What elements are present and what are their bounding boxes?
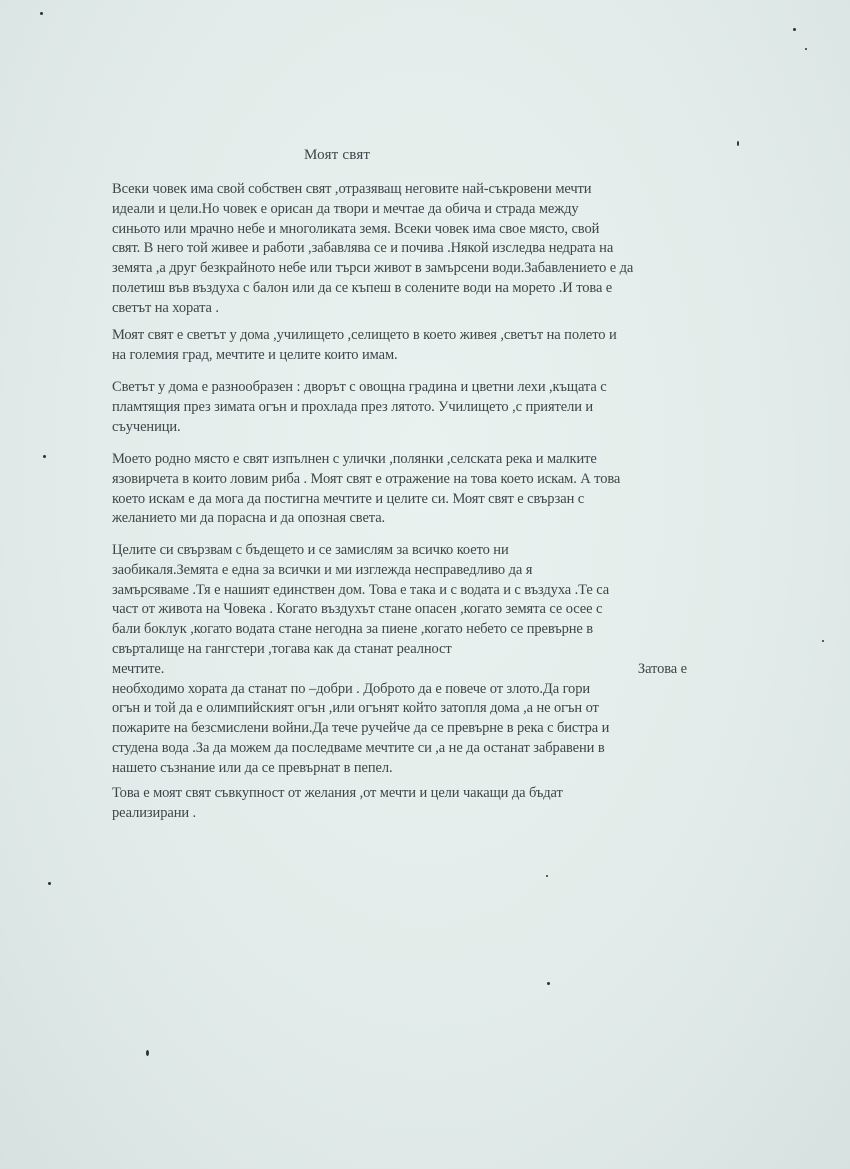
text-line: Моето родно място е свят изпълнен с улички ,полянки ,селската река и малките bbox=[112, 451, 597, 467]
scan-speck bbox=[822, 640, 824, 642]
text-fragment: мечтите. bbox=[112, 660, 165, 677]
text-line: Всеки човек има свой собствен свят ,отразяващ неговите най-съкровени мечти bbox=[112, 181, 592, 197]
scan-speck bbox=[48, 882, 51, 885]
paragraph-6 bbox=[112, 784, 712, 824]
text-line: част от живота на Човека . Когато въздухът стане опасен ,когато земята се осее с bbox=[112, 601, 603, 618]
text-line: студена вода .За да можем да последваме мечтите си ,а не да останат забравени в bbox=[112, 739, 605, 756]
text-line: замърсяваме .Тя е нашият единствен дом. Това е така и с водата и с въздуха .Те са bbox=[112, 581, 610, 598]
paragraph-4 bbox=[112, 450, 712, 529]
text-line-split bbox=[112, 660, 687, 680]
text-line: нашето съзнание или да се превърнат в пепел. bbox=[112, 759, 393, 776]
paragraph-1 bbox=[112, 180, 712, 319]
text-line: огън и той да е олимпийският огън ,или огънят който затопля дома ,а не огън от bbox=[112, 700, 599, 717]
scan-speck bbox=[805, 48, 807, 50]
text-line: светът на хората . bbox=[112, 299, 219, 316]
text-line: което искам е да мога да постигна мечтите и целите си. Моят свят е свързан с bbox=[112, 490, 585, 507]
text-line: реализирани . bbox=[112, 804, 197, 821]
text-line: съученици. bbox=[112, 418, 181, 435]
text-line: заобикаля.Земята е една за всички и ми изглежда несправедливо да я bbox=[112, 561, 533, 578]
scan-speck bbox=[146, 1050, 149, 1056]
text-line: бали боклук ,когато водата стане негодна за пиене ,когато небето се превърне в bbox=[112, 621, 594, 638]
scan-speck bbox=[547, 982, 550, 985]
scan-speck bbox=[43, 455, 46, 458]
text-line: полетиш във въздуха с балон или да се къпеш в солените води на морето .И това е bbox=[112, 279, 613, 296]
text-line: пламтящия през зимата огън и прохлада през лятото. Училището ,с приятели и bbox=[112, 398, 594, 415]
text-line: синьото или мрачно небе и многоликата земя. Всеки човек има свое място, свой bbox=[112, 220, 600, 237]
scan-speck bbox=[793, 28, 796, 31]
text-line: на големия град, мечтите и целите които имам. bbox=[112, 346, 398, 363]
text-line: Това е моят свят съвкупност от желания ,от мечти и цели чакащи да бъдат bbox=[112, 785, 563, 801]
text-fragment: Затова е bbox=[637, 660, 687, 677]
text-line: Целите си свързвам с бъдещето и се замислям за всичко което ни bbox=[112, 542, 509, 558]
paragraph-5 bbox=[112, 541, 712, 779]
text-line: язовирчета в които ловим риба . Моят свят е отражение на това което искам. А това bbox=[112, 470, 621, 487]
scan-speck bbox=[40, 12, 43, 15]
page-title: Моят свят bbox=[304, 147, 371, 163]
text-line: Светът у дома е разнообразен : дворът с овощна градина и цветни лехи ,къщата с bbox=[112, 379, 607, 395]
text-line: свърталище на гангстери ,тогава как да станат реалност bbox=[112, 640, 452, 657]
text-line: пожарите на безсмислени войни.Да тече ручейче да се превърне в река с бистра и bbox=[112, 720, 610, 737]
paragraph-2 bbox=[112, 326, 712, 366]
text-line: необходимо хората да станат по –добри . Доброто да е повече от злото.Да гори bbox=[112, 680, 591, 697]
text-line: идеали и цели.Но човек е орисан да твори и мечтае да обича и страда между bbox=[112, 200, 579, 217]
text-line: земята ,а друг безкрайното небе или търси живот в замърсени води.Забавлението е да bbox=[112, 260, 634, 277]
text-line: желанието ми да порасна и да опозная света. bbox=[112, 510, 386, 527]
paragraph-3 bbox=[112, 378, 712, 437]
scan-speck bbox=[737, 141, 739, 146]
text-line: Моят свят е светът у дома ,училището ,селището в което живея ,светът на полето и bbox=[112, 327, 617, 343]
scan-speck bbox=[546, 875, 548, 877]
text-line: свят. В него той живее и работи ,забавлява се и почива .Някой изследва недрата на bbox=[112, 240, 614, 257]
